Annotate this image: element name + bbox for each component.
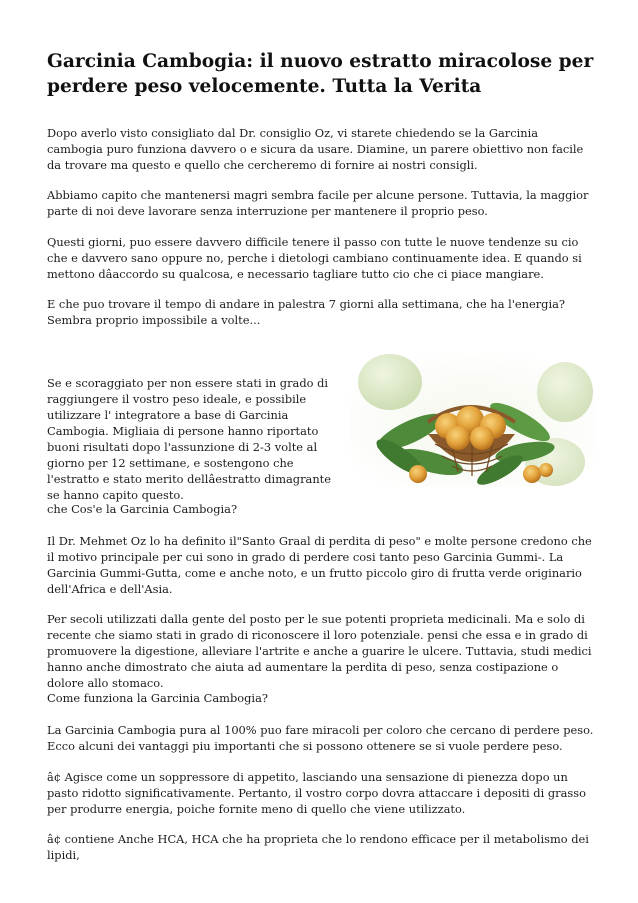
paragraph-tendenze: Questi giorni, puo essere davvero difficile tenere il passo con tutte le nuove tendenze su cio che e davvero sano oppure no, perche i dietologi cambiano continuamente idea. E quando si mettono dâaccordo su qualcosa, e necessario tagliare tutto cio che ci piace mangiare. (47, 235, 582, 281)
paragraph-palestra: E che puo trovare il tempo di andare in palestra 7 giorni alla settimana, che ha l'energia? Sembra proprio impossibile a volte... (47, 297, 565, 327)
paragraph-secoli: Per secoli utilizzati dalla gente del posto per le sue potenti proprieta medicinali. Ma e solo di recente che siamo stati in grado di riconoscere il loro potenziale. pensi che essa e in grado di promuovere la digestione, alleviare l'artrite e anche a guarire le ulcere. Tuttavia, studi medici hanno anche dimostrato che aiuta ad aumentare la perdita di peso, senza costipazione o dolore allo stomaco. (47, 612, 592, 690)
bullet-hca: â¢ contiene Anche HCA, HCA che ha proprieta che lo rendono efficace per il metabolismo dei lipidi, (47, 832, 589, 862)
paragraph-pura: La Garcinia Cambogia pura al 100% puo fare miracoli per coloro che cercano di perdere peso. Ecco alcuni dei vantaggi piu importanti che si possono ottenere se si vuole perdere peso. (47, 723, 594, 753)
heading-come-funziona: Come funziona la Garcinia Cambogia? (47, 691, 268, 705)
paragraph-dr-oz: Il Dr. Mehmet Oz lo ha definito il"Santo Graal di perdita di peso" e molte persone credono che il motivo principale per cui sono in grado di perdere cosi tanto peso Garcinia Gummi-. La Garcinia Gummi-Gutta, come e anche noto, e un frutto piccolo giro di frutta verde originario dell'Africa e dell'Asia. (47, 534, 592, 596)
bullet-soppressore: â¢ Agisce come un soppressore di appetito, lasciando una sensazione di pienezza dopo un pasto ridotto significativamente. Pertanto, il vostro corpo dovra attaccare i depositi di grasso per produrre energia, poiche fornite meno di quello che viene utilizzato. (47, 770, 586, 816)
document-title: Garcinia Cambogia: il nuovo estratto miracolose per perdere peso velocemente. Tutta la Verita (47, 51, 594, 97)
paragraph-scoraggiato: Se e scoraggiato per non essere stati in grado di raggiungere il vostro peso ideale, e possibile utilizzare l' integratore a base di Garcinia Cambogia. Migliaia di persone hanno riportato buoni risultati dopo l'assunzione di 2-3 volte al giorno per 12 settimane, e sostengono che l'estratto e stato merito dellâestratto dimagrante se hanno capito questo. (47, 376, 331, 502)
paragraph-mantenersi: Abbiamo capito che mantenersi magri sembra facile per alcune persone. Tuttavia, la maggior parte di noi deve lavorare senza interruzione per mantenere il proprio peso. (47, 188, 589, 218)
heading-cos-e: che Cos'e la Garcinia Cambogia? (47, 502, 238, 516)
garcinia-fruit-image (350, 352, 595, 487)
paragraph-intro: Dopo averlo visto consigliato dal Dr. consiglio Oz, vi starete chiedendo se la Garcinia cambogia puro funziona davvero o e sicura da usare. Diamine, un parere obiettivo non facile da trovare ma questo e quello che cercheremo di fornire ai nostri consigli. (47, 126, 584, 172)
